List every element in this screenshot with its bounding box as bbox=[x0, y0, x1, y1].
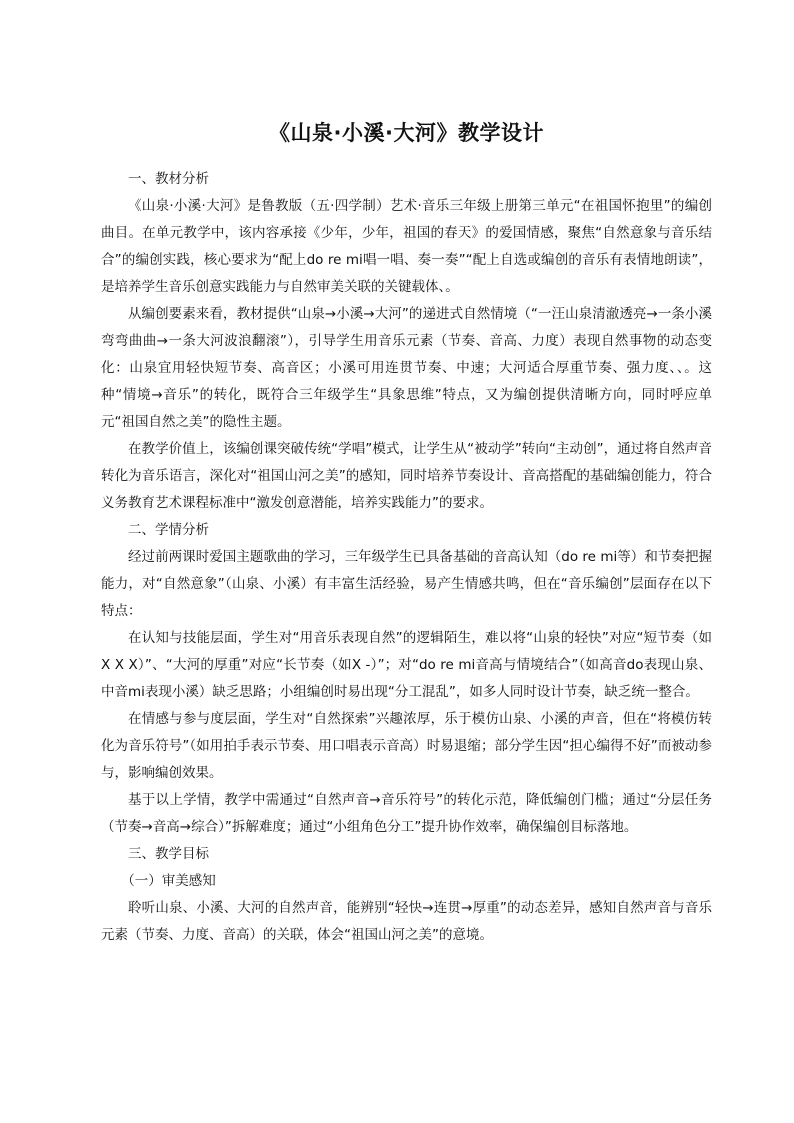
paragraph: 《山泉·小溪·大河》是鲁教版（五·四学制）艺术·音乐三年级上册第三单元“在祖国怀抱里”的编创曲目。在单元教学中，该内容承接《少年，少年，祖国的春天》的爱国情感，聚焦“自然意象与音乐结合”的编创实践，核心要求为“配上do re mi唱一唱、奏一奏”“配上自选或编创的音乐有表情地朗读”，是培养学生音乐创意实践能力与自然审美关联的关键载体、。 bbox=[101, 198, 712, 295]
section-heading-objectives: 三、教学目标 bbox=[128, 846, 209, 862]
paragraph: 在教学价值上，该编创课突破传统“学唱”模式，让学生从“被动学”转向“主动创”，通过将自然声音转化为音乐语言，深化对“祖国山河之美”的感知，同时培养节奏设计、音高搭配的基础编创能力，符合义务教育艺术课程标准中“激发创意潜能，培养实践能力”的要求。 bbox=[101, 441, 712, 511]
paragraph: 聆听山泉、小溪、大河的自然声音，能辨别“轻快→连贯→厚重”的动态差异，感知自然声音与音乐元素（节奏、力度、音高）的关联，体会“祖国山河之美”的意境。 bbox=[101, 900, 712, 943]
document-title: 《山泉·小溪·大河》教学设计 bbox=[269, 121, 544, 145]
document-page bbox=[101, 118, 712, 949]
subsection-heading-aesthetic: （一）审美感知 bbox=[121, 873, 216, 889]
paragraph: 从编创要素来看，教材提供“山泉→小溪→大河”的递进式自然情境（“一汪山泉清澈透亮→一条小溪弯弯曲曲→一条大河波浪翻滚”），引导学生用音乐元素（节奏、音高、力度）表现自然事物的动态变化：山泉宜用轻快短节奏、高音区；小溪可用连贯节奏、中速；大河适合厚重节奏、强力度、、。这种“情境→音乐”的转化，既符合三年级学生“具象思维”特点，又为编创提供清晰方向，同时呼应单元“祖国自然之美”的隐性主题。 bbox=[101, 306, 712, 430]
paragraph: 经过前两课时爱国主题歌曲的学习，三年级学生已具备基础的音高认知（do re mi等）和节奏把握能力，对“自然意象”（山泉、小溪）有丰富生活经验，易产生情感共鸣，但在“音乐编创”层面存在以下特点： bbox=[101, 549, 712, 619]
section-heading-materials: 一、教材分析 bbox=[128, 171, 209, 187]
paragraph: 在情感与参与度层面，学生对“自然探索”兴趣浓厚，乐于模仿山泉、小溪的声音，但在“将模仿转化为音乐符号”（如用拍手表示节奏、用口唱表示音高）时易退缩；部分学生因“担心编得不好”而被动参与，影响编创效果。 bbox=[101, 711, 712, 781]
paragraph: 基于以上学情，教学中需通过“自然声音→音乐符号”的转化示范，降低编创门槛；通过“分层任务（节奏→音高→综合）”拆解难度；通过“小组角色分工”提升协作效率，确保编创目标落地。 bbox=[101, 792, 712, 835]
section-heading-students: 二、学情分析 bbox=[128, 522, 209, 538]
paragraph: 在认知与技能层面，学生对“用音乐表现自然”的逻辑陌生，难以将“山泉的轻快”对应“短节奏（如X X X）”、“大河的厚重”对应“长节奏（如X -）”；对“do re mi音高与情境结合”（如高音do表现山泉、中音mi表现小溪）缺乏思路；小组编创时易出现“分工混乱”，如多人同时设计节奏，缺乏统一整合。 bbox=[101, 630, 712, 700]
